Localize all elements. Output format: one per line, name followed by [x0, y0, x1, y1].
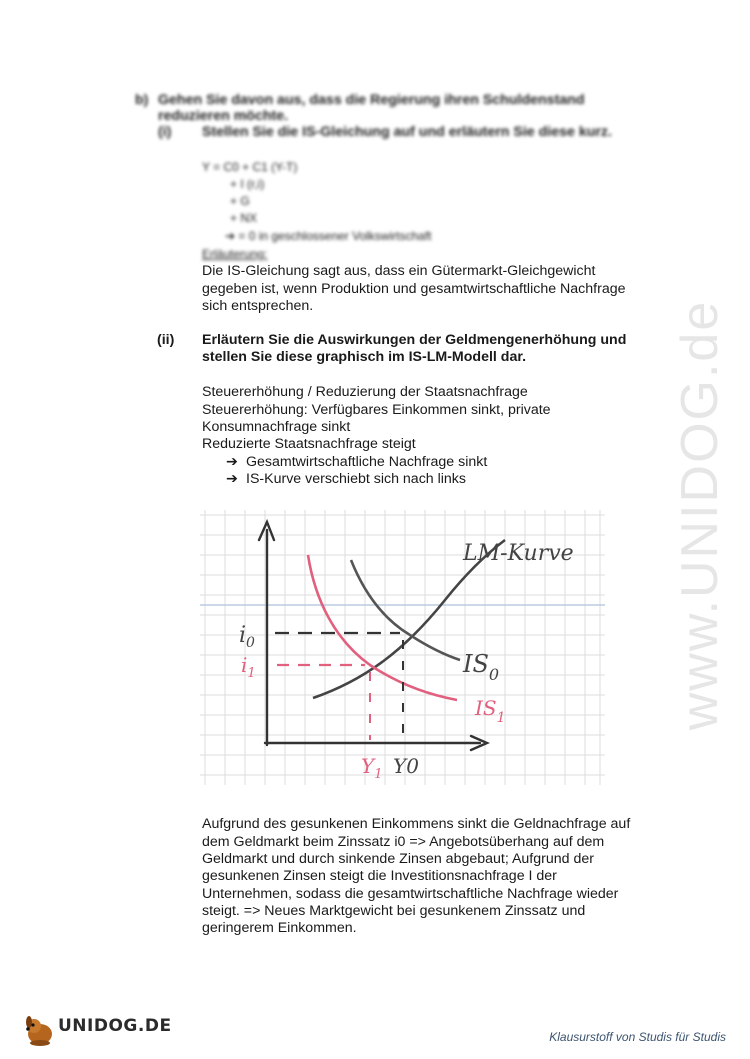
- is-text-line-1: Die IS-Gleichung sagt aus, dass ein Gütermarkt-Gleichgewicht: [202, 263, 596, 279]
- is1-label: [474, 696, 506, 726]
- is1-label-main: IS: [475, 696, 497, 720]
- y0-label: Y0: [393, 754, 419, 778]
- arrow-right-icon: ➔: [226, 454, 238, 470]
- conclusion-line-5: Unternehmen, sodass die gesamtwirtschaftliche Nachfrage wieder: [202, 886, 619, 902]
- arrow-right-icon: ➔: [225, 229, 239, 243]
- question-ii-line1: Erläutern Sie die Auswirkungen der Geldmengenerhöhung und: [202, 332, 627, 348]
- question-i-label: (i): [158, 124, 172, 140]
- question-b-line1: Gehen Sie davon aus, dass die Regierung ihren Schuldenstand: [158, 92, 585, 108]
- lm-label: LM-Kurve: [463, 541, 574, 566]
- question-i-text: Stellen Sie die IS-Gleichung auf und erläutern Sie diese kurz.: [202, 124, 612, 140]
- arrow-right-icon: ➔: [226, 471, 238, 487]
- is0-label-sub: 0: [488, 665, 500, 684]
- conclusion-line-6: steigt. => Neues Marktgewicht bei gesunkenem Zinssatz und: [202, 903, 586, 919]
- i0-label: [239, 623, 255, 651]
- question-b-label: b): [135, 92, 149, 108]
- conclusion-line-4: gesunkenen Zinsen steigt die Investitionsnachfrage I der: [202, 868, 557, 884]
- is-text-line-2: gegeben ist, wenn Produktion und gesamtwirtschaftliche Nachfrage: [202, 281, 626, 297]
- y1-label-sub: 1: [374, 767, 383, 782]
- footer-tagline: Klausurstoff von Studis für Studis: [549, 1030, 726, 1044]
- answer-line-1: Steuererhöhung / Reduzierung der Staatsnachfrage: [202, 384, 528, 400]
- i0-label-sub: 0: [246, 635, 255, 651]
- question-b-line2: reduzieren möchte.: [158, 108, 289, 124]
- axes: [259, 522, 487, 750]
- answer-line-4: Reduzierte Staatsnachfrage steigt: [202, 436, 416, 452]
- unidog-logo[interactable]: [22, 1012, 172, 1048]
- equation-line-5-text: = 0 in geschlossener Volkswirtschaft: [238, 229, 432, 243]
- explanation-heading: Erläuterung:: [202, 247, 268, 261]
- conclusion-line-2: dem Geldmarkt beim Zinssatz i0 => Angebotsüberhang auf dem: [202, 834, 605, 850]
- arrow-item-2-text: IS-Kurve verschiebt sich nach links: [246, 471, 466, 487]
- equation-line-5: [225, 228, 432, 245]
- i1-label-main: i: [241, 653, 248, 677]
- is1-curve: [308, 555, 457, 700]
- is1-label-sub: 1: [496, 710, 506, 726]
- i1-label: [241, 653, 256, 681]
- answer-line-3: Konsumnachfrage sinkt: [202, 419, 351, 435]
- y1-label-main: Y: [361, 754, 375, 778]
- arrow-item-1-text: Gesamtwirtschaftliche Nachfrage sinkt: [246, 454, 488, 470]
- equation-line-1: Y = C0 + C1 (Y-T): [202, 160, 298, 174]
- answer-line-2: Steuererhöhung: Verfügbares Einkommen sinkt, private: [202, 402, 551, 418]
- logo-text: UNIDOG.DE: [58, 1016, 172, 1036]
- i0-label-main: i: [239, 623, 247, 648]
- is-text-line-3: sich entsprechen.: [202, 298, 314, 314]
- question-ii-label: (ii): [157, 332, 175, 348]
- i1-label-sub: 1: [247, 666, 256, 681]
- is-lm-graph: [195, 500, 615, 790]
- equation-line-4: + NX: [230, 211, 258, 225]
- equation-line-3: + G: [230, 194, 250, 208]
- is0-label-main: IS: [463, 650, 489, 678]
- arrow-item-2: [226, 471, 466, 488]
- conclusion-line-1: Aufgrund des gesunkenen Einkommens sinkt die Geldnachfrage auf: [202, 816, 631, 832]
- arrow-item-1: [226, 454, 487, 471]
- conclusion-line-7: geringerem Einkommen.: [202, 920, 357, 936]
- y1-label: [361, 754, 382, 782]
- equation-line-2: + I (r,i): [230, 177, 265, 191]
- conclusion-line-3: Geldmarkt und durch sinkende Zinsen abgebaut; Aufgrund der: [202, 851, 594, 867]
- question-ii-line2: stellen Sie diese graphisch im IS-LM-Modell dar.: [202, 349, 527, 365]
- watermark: www.UNIDOG.de: [671, 299, 729, 731]
- dog-icon: [22, 1012, 58, 1048]
